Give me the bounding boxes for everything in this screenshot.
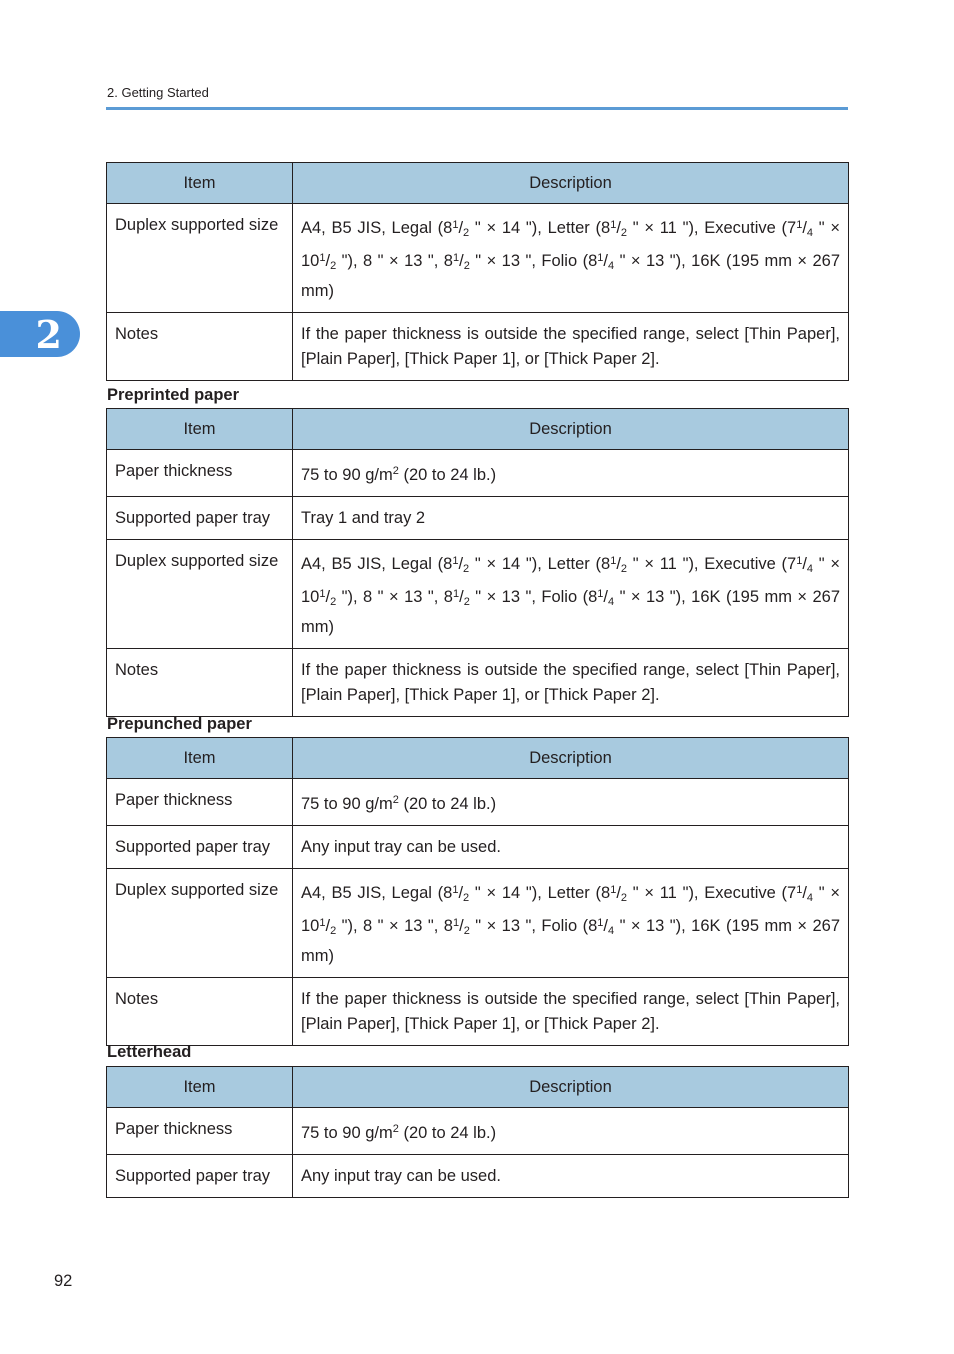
column-header-description: Description bbox=[293, 409, 849, 450]
header-rule bbox=[106, 107, 848, 110]
row-label-duplex: Duplex supported size bbox=[107, 204, 293, 313]
duplex-part: " × 11 "), Executive (7 bbox=[627, 219, 797, 237]
duplex-size-value bbox=[293, 540, 849, 649]
duplex-part: " × 13 "), 16K (195 mm × 267 mm) bbox=[301, 588, 841, 636]
column-header-item: Item bbox=[107, 163, 293, 204]
duplex-part: " × 14 "), Letter (8 bbox=[469, 884, 611, 902]
chapter-tab: 2 bbox=[0, 311, 80, 357]
fraction-half: $^1/_2$ bbox=[452, 219, 470, 239]
thickness-text: 75 to 90 g/m bbox=[301, 466, 393, 484]
thickness-lb: (20 to 24 lb.) bbox=[398, 1124, 497, 1142]
thickness-value bbox=[293, 1108, 849, 1155]
letterhead-table bbox=[106, 1066, 849, 1198]
fraction-half: $^1/_2$ bbox=[452, 917, 470, 937]
section-title-letterhead: Letterhead bbox=[107, 1043, 192, 1061]
row-label-thickness: Paper thickness bbox=[107, 779, 293, 826]
column-header-item: Item bbox=[107, 738, 293, 779]
squared-superscript: 2 bbox=[392, 1123, 399, 1135]
duplex-part: " × 13 "), 16K (195 mm × 267 mm) bbox=[301, 252, 841, 300]
fraction-quarter: $^1/_4$ bbox=[597, 588, 615, 608]
section-title-prepunched: Prepunched paper bbox=[107, 715, 252, 733]
row-label-notes: Notes bbox=[107, 649, 293, 717]
row-label-thickness: Paper thickness bbox=[107, 1108, 293, 1155]
row-label-tray: Supported paper tray bbox=[107, 826, 293, 869]
squared-superscript: 2 bbox=[392, 794, 399, 806]
fraction-half: $^1/_2$ bbox=[452, 252, 470, 272]
fraction-half: $^1/_2$ bbox=[610, 555, 628, 575]
fraction-quarter: $^1/_4$ bbox=[796, 884, 814, 904]
row-label-thickness: Paper thickness bbox=[107, 450, 293, 497]
duplex-continued-table bbox=[106, 162, 849, 381]
notes-value: If the paper thickness is outside the specified range, select [Thin Paper], [Plain Paper], [Thick Paper 1], or [Thick Paper 2]. bbox=[293, 313, 849, 381]
preprinted-table bbox=[106, 408, 849, 717]
fraction-half: $^1/_2$ bbox=[452, 555, 470, 575]
column-header-item: Item bbox=[107, 1067, 293, 1108]
fraction-quarter: $^1/_4$ bbox=[597, 252, 615, 272]
thickness-text: 75 to 90 g/m bbox=[301, 795, 393, 813]
duplex-part: A4, B5 JIS, Legal (8 bbox=[301, 884, 453, 902]
notes-value: If the paper thickness is outside the specified range, select [Thin Paper], [Plain Paper], [Thick Paper 1], or [Thick Paper 2]. bbox=[293, 649, 849, 717]
thickness-text: 75 to 90 g/m bbox=[301, 1124, 393, 1142]
fraction-quarter: $^1/_4$ bbox=[796, 219, 814, 239]
column-header-description: Description bbox=[293, 1067, 849, 1108]
duplex-part: " × 10 bbox=[301, 219, 840, 270]
duplex-part: " × 13 ", Folio (8 bbox=[469, 588, 598, 606]
duplex-part: " × 13 ", Folio (8 bbox=[469, 252, 598, 270]
fraction-half: $^1/_2$ bbox=[319, 588, 337, 608]
duplex-part: " × 10 bbox=[301, 555, 840, 606]
duplex-size-value bbox=[293, 204, 849, 313]
row-label-tray: Supported paper tray bbox=[107, 1155, 293, 1198]
fraction-half: $^1/_2$ bbox=[319, 252, 337, 272]
row-label-notes: Notes bbox=[107, 978, 293, 1046]
column-header-description: Description bbox=[293, 738, 849, 779]
thickness-lb: (20 to 24 lb.) bbox=[398, 795, 497, 813]
duplex-part: "), 8 " × 13 ", 8 bbox=[336, 252, 453, 270]
duplex-part: " × 11 "), Executive (7 bbox=[627, 555, 797, 573]
tray-value: Any input tray can be used. bbox=[293, 1155, 849, 1198]
fraction-half: $^1/_2$ bbox=[319, 917, 337, 937]
row-label-tray: Supported paper tray bbox=[107, 497, 293, 540]
fraction-quarter: $^1/_4$ bbox=[597, 917, 615, 937]
duplex-part: "), 8 " × 13 ", 8 bbox=[336, 588, 453, 606]
row-label-notes: Notes bbox=[107, 313, 293, 381]
duplex-part: A4, B5 JIS, Legal (8 bbox=[301, 219, 453, 237]
notes-value: If the paper thickness is outside the specified range, select [Thin Paper], [Plain Paper], [Thick Paper 1], or [Thick Paper 2]. bbox=[293, 978, 849, 1046]
duplex-size-value bbox=[293, 869, 849, 978]
duplex-part: A4, B5 JIS, Legal (8 bbox=[301, 555, 453, 573]
column-header-item: Item bbox=[107, 409, 293, 450]
tray-value: Tray 1 and tray 2 bbox=[293, 497, 849, 540]
row-label-duplex: Duplex supported size bbox=[107, 869, 293, 978]
duplex-part: " × 14 "), Letter (8 bbox=[469, 219, 611, 237]
thickness-value bbox=[293, 450, 849, 497]
fraction-half: $^1/_2$ bbox=[610, 884, 628, 904]
running-header: 2. Getting Started bbox=[107, 85, 209, 100]
duplex-part: " × 13 "), 16K (195 mm × 267 mm) bbox=[301, 917, 841, 965]
fraction-half: $^1/_2$ bbox=[452, 588, 470, 608]
page-number: 92 bbox=[54, 1272, 73, 1290]
duplex-part: " × 11 "), Executive (7 bbox=[627, 884, 797, 902]
duplex-part: " × 14 "), Letter (8 bbox=[469, 555, 611, 573]
thickness-lb: (20 to 24 lb.) bbox=[398, 466, 497, 484]
squared-superscript: 2 bbox=[392, 465, 399, 477]
duplex-part: "), 8 " × 13 ", 8 bbox=[336, 917, 453, 935]
fraction-quarter: $^1/_4$ bbox=[796, 555, 814, 575]
prepunched-table bbox=[106, 737, 849, 1046]
section-title-preprinted: Preprinted paper bbox=[107, 386, 240, 404]
duplex-part: " × 13 ", Folio (8 bbox=[469, 917, 598, 935]
fraction-half: $^1/_2$ bbox=[610, 219, 628, 239]
thickness-value bbox=[293, 779, 849, 826]
duplex-part: " × 10 bbox=[301, 884, 840, 935]
column-header-description: Description bbox=[293, 163, 849, 204]
row-label-duplex: Duplex supported size bbox=[107, 540, 293, 649]
fraction-half: $^1/_2$ bbox=[452, 884, 470, 904]
tray-value: Any input tray can be used. bbox=[293, 826, 849, 869]
